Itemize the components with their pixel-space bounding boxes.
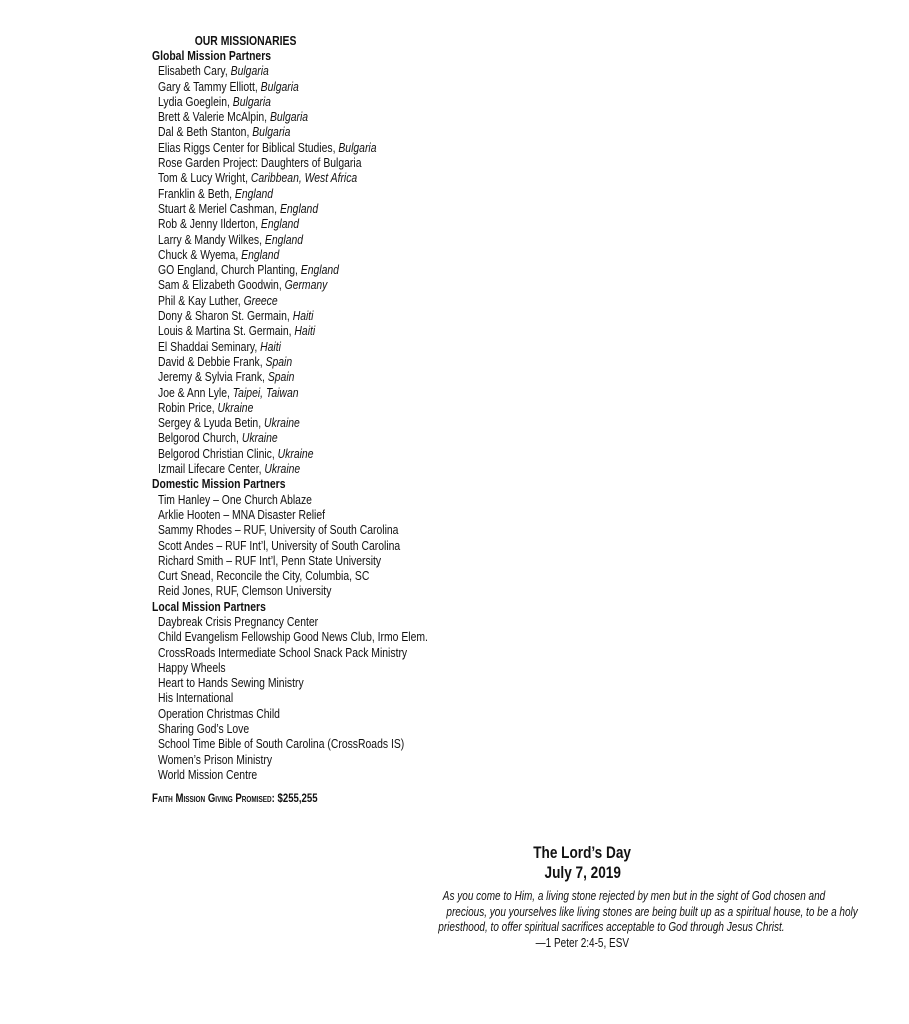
domestic-partners-heading: Domestic Mission Partners [152,476,286,492]
partner-name: Heart to Hands Sewing Ministry [158,675,304,691]
missionary-location: Bulgaria [252,124,291,140]
missionary-location: England [234,185,274,201]
missionary-name: Joe & Ann Lyle, [158,384,233,400]
partner-name: Richard Smith – RUF Int’l, Penn State University [158,552,382,568]
missionary-location: Haiti [294,323,316,339]
partner-name: Operation Christmas Child [158,705,280,721]
missionary-location: Haiti [260,338,281,354]
list-item [152,339,452,354]
list-item [152,308,452,323]
list-item [152,706,452,721]
missionary-location: Bulgaria [260,78,299,94]
list-item [152,629,452,644]
missionary-location: England [264,231,304,247]
list-item [152,614,452,629]
partner-name: His International [158,690,234,706]
missionary-name: Phil & Kay Luther, [158,292,244,308]
list-item [152,201,452,216]
missionary-name: Dony & Sharon St. Germain, [158,308,293,324]
list-item [152,492,452,507]
list-item [152,293,452,308]
list-item [152,721,452,736]
list-item [152,140,452,155]
list-item [152,400,452,415]
missionary-location: Bulgaria [338,139,377,155]
list-item [152,538,452,553]
list-item [152,736,452,751]
list-item [152,262,452,277]
missionary-location: England [300,262,339,278]
missionary-name: Gary & Tammy Elliott, [158,78,261,94]
missionary-name: Franklin & Beth, [158,185,235,201]
list-item [152,277,452,292]
list-item [152,94,452,109]
list-item [152,124,452,139]
missionary-name: GO England, Church Planting, [158,262,301,278]
list-item [152,675,452,690]
missionary-name: Louis & Martina St. Germain, [158,323,295,339]
missionary-name: Sergey & Lyuda Betin, [158,415,264,431]
list-item [152,63,452,78]
list-item [152,369,452,384]
global-partners-heading: Global Mission Partners [152,48,272,63]
partner-name: Tim Hanley – One Church Ablaze [158,491,312,507]
list-item [152,155,452,170]
list-item [152,232,452,247]
missionary-name: Elisabeth Cary, [158,63,231,79]
missionary-name: Stuart & Meriel Cashman, [158,200,280,216]
partner-name: World Mission Centre [158,766,258,782]
list-item [152,507,452,522]
list-item [152,767,452,782]
partner-name: Scott Andes – RUF Int’l, University of South Carolina [158,537,401,553]
partner-name: Arklie Hooten – MNA Disaster Relief [158,506,326,522]
domestic-partners-list [152,492,452,599]
missionary-location: Ukraine [241,430,278,446]
partner-name: Sammy Rhodes – RUF, University of South Carolina [158,522,399,538]
list-item [152,430,452,445]
verse-line: priesthood, to offer spiritual sacrifices acceptable to God through Jesus Christ. [438,920,785,934]
missionary-name: David & Debbie Frank, [158,353,266,369]
verse-line: As you come to Him, a living stone rejected by men but in the sight of God chosen and [442,889,826,903]
missionary-location: Caribbean, West Africa [250,170,358,186]
missionary-location: England [279,200,319,216]
missionary-location: Bulgaria [230,63,269,79]
partner-name: CrossRoads Intermediate School Snack Pack Ministry [158,644,408,660]
list-item [152,553,452,568]
missionary-name: Lydia Goeglein, [158,93,233,109]
partner-name: School Time Bible of South Carolina (CrossRoads IS) [158,736,405,752]
missionary-location: Spain [267,369,295,385]
missionary-name: Elias Riggs Center for Biblical Studies, [158,139,339,155]
lords-day-date: July 7, 2019 [544,863,621,882]
missionary-location: Ukraine [217,399,254,415]
missionary-name: El Shaddai Seminary, [158,338,261,354]
verse-line: precious, you yourselves like living stones are being built up as a spiritual house, to be a holy [446,904,858,919]
local-partners-heading: Local Mission Partners [152,598,266,614]
list-item [152,385,452,400]
missionary-name: Larry & Mandy Wilkes, [158,231,265,247]
list-item [152,415,452,430]
faith-mission-giving [152,791,452,806]
list-item [152,247,452,262]
list-item [152,216,452,231]
partner-name: Curt Snead, Reconcile the City, Columbia, SC [158,568,370,584]
missionary-location: England [241,246,280,262]
missionary-location: Ukraine [264,461,301,477]
list-item [152,79,452,94]
global-partners-list [152,63,452,476]
missionary-location: Greece [243,292,278,308]
list-item [152,660,452,675]
missionaries-title: OUR MISSIONARIES [195,33,297,48]
list-item [152,752,452,767]
missionary-name: Belgorod Church, [158,430,242,446]
partner-name: Happy Wheels [158,659,226,675]
local-partners-list [152,614,452,782]
partner-name: Child Evangelism Fellowship Good News Club, Irmo Elem. [158,629,428,645]
missionary-name: Izmail Lifecare Center, [158,461,265,477]
missionary-name: Chuck & Wyema, [158,246,242,262]
giving-amount: $255,255 [277,791,318,806]
lords-day-section [395,843,858,951]
missionary-location: Germany [284,277,328,293]
missionary-name: Robin Price, [158,399,218,415]
missionary-location: Bulgaria [232,93,271,109]
missionary-name: Dal & Beth Stanton, [158,124,253,140]
list-item [152,461,452,476]
missionary-name: Tom & Lucy Wright, [158,170,251,186]
missionary-name: Jeremy & Sylvia Frank, [158,369,268,385]
partner-name: Sharing God’s Love [158,721,250,737]
list-item [152,170,452,185]
missionary-name: Belgorod Christian Clinic, [158,445,278,461]
missionary-location: Spain [265,353,293,369]
missionary-location: Bulgaria [269,109,309,125]
list-item [152,568,452,583]
missionary-location: Ukraine [264,415,300,431]
giving-label: Faith Mission Giving Promised: [152,791,275,806]
list-item [152,323,452,338]
missionary-name: Rob & Jenny Ilderton, [158,216,261,232]
missionaries-column [152,33,452,806]
missionary-location: England [260,216,300,232]
list-item [152,446,452,461]
scripture-verse [395,889,858,936]
list-item [152,690,452,705]
list-item [152,354,452,369]
missionary-location: Ukraine [277,445,314,461]
list-item [152,186,452,201]
missionary-name: Brett & Valerie McAlpin, [158,109,270,125]
missionary-location: Haiti [292,308,314,324]
list-item [152,522,452,537]
list-item [152,583,452,598]
missionary-location: Taipei, Taiwan [232,384,299,400]
missionary-name: Sam & Elizabeth Goodwin, [158,277,285,293]
list-item [152,645,452,660]
scripture-reference: —1 Peter 2:4-5, ESV [535,935,630,950]
list-item [152,109,452,124]
partner-name: Daybreak Crisis Pregnancy Center [158,613,319,629]
lords-day-title: The Lord’s Day [533,843,632,862]
partner-name: Reid Jones, RUF, Clemson University [158,583,332,599]
partner-name: Women’s Prison Ministry [158,751,273,767]
missionary-name: Rose Garden Project: Daughters of Bulgaria [158,155,362,171]
